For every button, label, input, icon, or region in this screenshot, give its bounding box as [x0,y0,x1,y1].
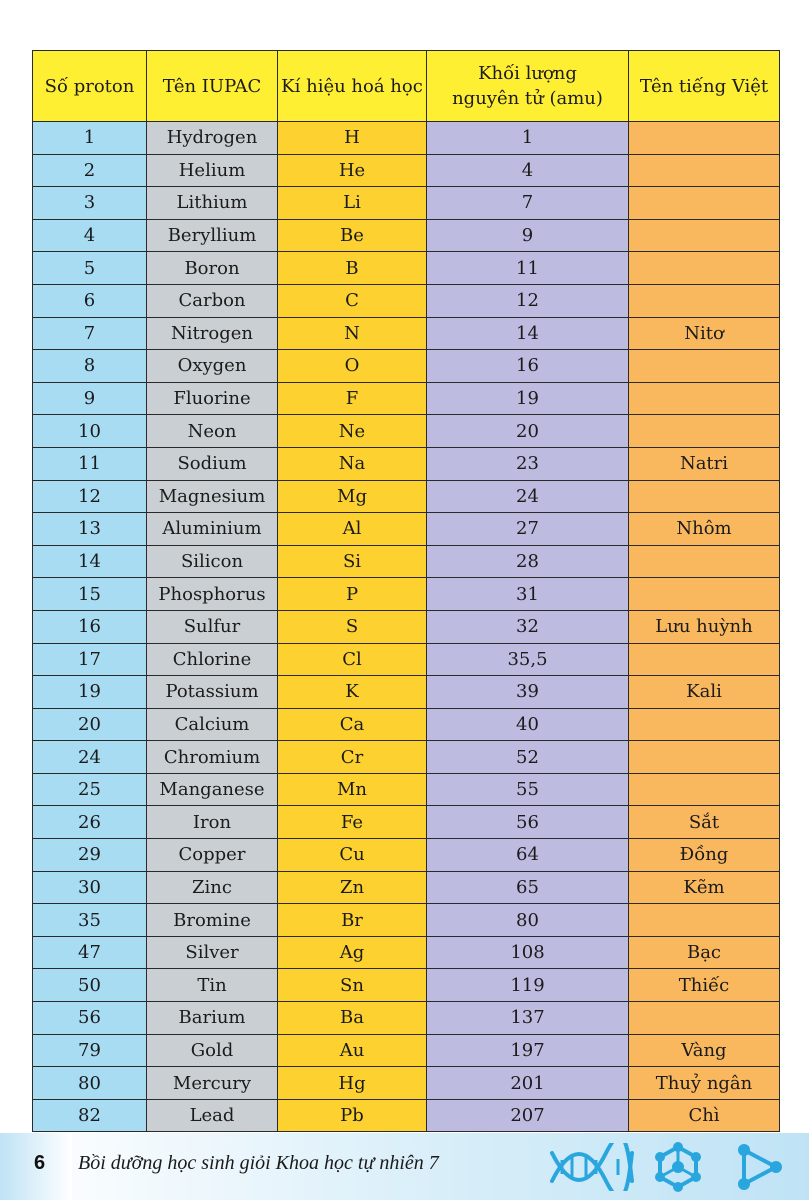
table-row [33,969,780,1002]
cell-iupac: Copper [147,839,278,872]
cell-viet: Nhôm [629,513,780,546]
table-row [33,187,780,220]
cell-symbol: C [278,284,427,317]
cell-proton: 4 [33,219,147,252]
table-row [33,382,780,415]
cell-viet [629,904,780,937]
cell-mass: 52 [427,741,629,774]
cell-iupac: Lead [147,1099,278,1132]
play-share-icon [732,1142,784,1192]
cell-mass: 39 [427,676,629,709]
cell-symbol: Au [278,1034,427,1067]
cell-iupac: Hydrogen [147,122,278,155]
cell-viet [629,122,780,155]
cell-viet [629,187,780,220]
cell-viet [629,284,780,317]
cell-iupac: Neon [147,415,278,448]
cell-proton: 26 [33,806,147,839]
cell-viet [629,350,780,383]
cell-proton: 10 [33,415,147,448]
table-row [33,839,780,872]
cell-mass: 207 [427,1099,629,1132]
cell-symbol: Cr [278,741,427,774]
cell-viet: Chì [629,1099,780,1132]
table-row [33,350,780,383]
cell-symbol: Sn [278,969,427,1002]
cell-mass: 197 [427,1034,629,1067]
table-row [33,1099,780,1132]
cell-proton: 13 [33,513,147,546]
cell-iupac: Nitrogen [147,317,278,350]
cell-proton: 50 [33,969,147,1002]
cell-proton: 6 [33,284,147,317]
cell-mass: 119 [427,969,629,1002]
table-header [33,51,780,122]
cell-iupac: Lithium [147,187,278,220]
cell-viet: Bạc [629,936,780,969]
cell-iupac: Sodium [147,447,278,480]
cell-symbol: Ag [278,936,427,969]
cell-proton: 1 [33,122,147,155]
cell-iupac: Carbon [147,284,278,317]
cell-mass: 12 [427,284,629,317]
cell-iupac: Bromine [147,904,278,937]
cell-mass: 137 [427,1002,629,1035]
cell-viet [629,252,780,285]
page-number: 6 [34,1152,46,1174]
cell-iupac: Aluminium [147,513,278,546]
cell-proton: 82 [33,1099,147,1132]
cell-symbol: Pb [278,1099,427,1132]
cell-symbol: Hg [278,1067,427,1100]
cell-proton: 7 [33,317,147,350]
cell-proton: 47 [33,936,147,969]
cell-viet [629,219,780,252]
cell-iupac: Barium [147,1002,278,1035]
cell-mass: 80 [427,904,629,937]
table-row [33,871,780,904]
cell-proton: 14 [33,545,147,578]
cell-proton: 9 [33,382,147,415]
cell-iupac: Silver [147,936,278,969]
cell-proton: 30 [33,871,147,904]
cell-iupac: Phosphorus [147,578,278,611]
cell-viet: Kali [629,676,780,709]
table-row [33,708,780,741]
book-title: Bồi dưỡng học sinh giỏi Khoa học tự nhiên 7 [78,1152,439,1174]
header-mass [427,51,629,122]
table-row [33,415,780,448]
cell-proton: 12 [33,480,147,513]
cell-iupac: Helium [147,154,278,187]
cell-mass: 7 [427,187,629,220]
element-table [32,50,780,1132]
cell-symbol: Ne [278,415,427,448]
cell-symbol: Br [278,904,427,937]
cell-viet [629,1002,780,1035]
cell-mass: 19 [427,382,629,415]
cell-symbol: Mn [278,773,427,806]
cell-iupac: Silicon [147,545,278,578]
cell-symbol: H [278,122,427,155]
cell-iupac: Beryllium [147,219,278,252]
table-row [33,545,780,578]
table-row [33,936,780,969]
cell-proton: 80 [33,1067,147,1100]
cell-symbol: Mg [278,480,427,513]
cell-symbol: F [278,382,427,415]
table-row [33,480,780,513]
cell-symbol: Cl [278,643,427,676]
cell-symbol: O [278,350,427,383]
cell-mass: 31 [427,578,629,611]
table-row [33,904,780,937]
table-row [33,317,780,350]
cell-iupac: Fluorine [147,382,278,415]
header-mass-line2: nguyên tử (amu) [452,88,603,109]
cell-viet [629,741,780,774]
cell-proton: 29 [33,839,147,872]
cell-symbol: He [278,154,427,187]
table-row [33,1067,780,1100]
cell-viet: Lưu huỳnh [629,610,780,643]
cell-mass: 108 [427,936,629,969]
cell-proton: 56 [33,1002,147,1035]
cell-proton: 17 [33,643,147,676]
cell-symbol: Fe [278,806,427,839]
cell-viet [629,415,780,448]
header-viet: Tên tiếng Việt [629,51,780,122]
cell-symbol: B [278,252,427,285]
cell-mass: 56 [427,806,629,839]
cell-proton: 15 [33,578,147,611]
cell-mass: 4 [427,154,629,187]
cell-viet [629,643,780,676]
dna-icon [548,1143,634,1191]
cell-proton: 25 [33,773,147,806]
molecule-icon [651,1141,705,1193]
cell-proton: 11 [33,447,147,480]
cell-symbol: Be [278,219,427,252]
cell-iupac: Gold [147,1034,278,1067]
cell-iupac: Iron [147,806,278,839]
cell-mass: 40 [427,708,629,741]
table-row [33,643,780,676]
cell-viet: Thuỷ ngân [629,1067,780,1100]
cell-viet [629,578,780,611]
cell-iupac: Magnesium [147,480,278,513]
cell-proton: 3 [33,187,147,220]
table-row [33,1034,780,1067]
cell-symbol: Si [278,545,427,578]
cell-iupac: Potassium [147,676,278,709]
cell-mass: 20 [427,415,629,448]
table-row [33,806,780,839]
cell-iupac: Oxygen [147,350,278,383]
table-row [33,610,780,643]
cell-iupac: Boron [147,252,278,285]
cell-mass: 65 [427,871,629,904]
cell-viet: Kẽm [629,871,780,904]
cell-viet [629,154,780,187]
table-row [33,578,780,611]
cell-symbol: Ba [278,1002,427,1035]
cell-iupac: Calcium [147,708,278,741]
cell-symbol: N [278,317,427,350]
cell-proton: 35 [33,904,147,937]
cell-viet [629,382,780,415]
header-symbol: Kí hiệu hoá học [278,51,427,122]
table-row [33,676,780,709]
cell-symbol: Zn [278,871,427,904]
cell-viet [629,708,780,741]
header-proton: Số proton [33,51,147,122]
cell-mass: 55 [427,773,629,806]
cell-proton: 8 [33,350,147,383]
cell-mass: 24 [427,480,629,513]
cell-proton: 24 [33,741,147,774]
cell-proton: 5 [33,252,147,285]
cell-mass: 23 [427,447,629,480]
cell-proton: 79 [33,1034,147,1067]
cell-viet: Vàng [629,1034,780,1067]
cell-iupac: Sulfur [147,610,278,643]
cell-viet: Natri [629,447,780,480]
cell-mass: 201 [427,1067,629,1100]
cell-mass: 11 [427,252,629,285]
cell-viet: Nitơ [629,317,780,350]
cell-mass: 14 [427,317,629,350]
table-row [33,1002,780,1035]
cell-iupac: Chromium [147,741,278,774]
cell-viet: Thiếc [629,969,780,1002]
table-row [33,219,780,252]
table-row [33,741,780,774]
cell-mass: 16 [427,350,629,383]
cell-iupac: Manganese [147,773,278,806]
table-row [33,513,780,546]
cell-viet [629,480,780,513]
header-mass-line1: Khối lượng [478,63,577,84]
table-row [33,284,780,317]
cell-proton: 20 [33,708,147,741]
cell-mass: 64 [427,839,629,872]
cell-symbol: Na [278,447,427,480]
cell-viet [629,773,780,806]
table-row [33,773,780,806]
cell-symbol: Cu [278,839,427,872]
cell-mass: 1 [427,122,629,155]
cell-symbol: S [278,610,427,643]
cell-iupac: Chlorine [147,643,278,676]
cell-viet: Đồng [629,839,780,872]
cell-symbol: K [278,676,427,709]
cell-mass: 32 [427,610,629,643]
cell-proton: 2 [33,154,147,187]
table-row [33,154,780,187]
page-footer [0,1133,809,1200]
table-body [33,122,780,1132]
cell-viet: Sắt [629,806,780,839]
cell-symbol: Ca [278,708,427,741]
table-row [33,122,780,155]
header-iupac: Tên IUPAC [147,51,278,122]
cell-iupac: Mercury [147,1067,278,1100]
cell-mass: 27 [427,513,629,546]
table-row [33,447,780,480]
cell-proton: 19 [33,676,147,709]
cell-symbol: P [278,578,427,611]
cell-viet [629,545,780,578]
cell-proton: 16 [33,610,147,643]
cell-mass: 35,5 [427,643,629,676]
cell-mass: 9 [427,219,629,252]
cell-iupac: Tin [147,969,278,1002]
cell-mass: 28 [427,545,629,578]
cell-symbol: Li [278,187,427,220]
cell-symbol: Al [278,513,427,546]
table-row [33,252,780,285]
cell-iupac: Zinc [147,871,278,904]
